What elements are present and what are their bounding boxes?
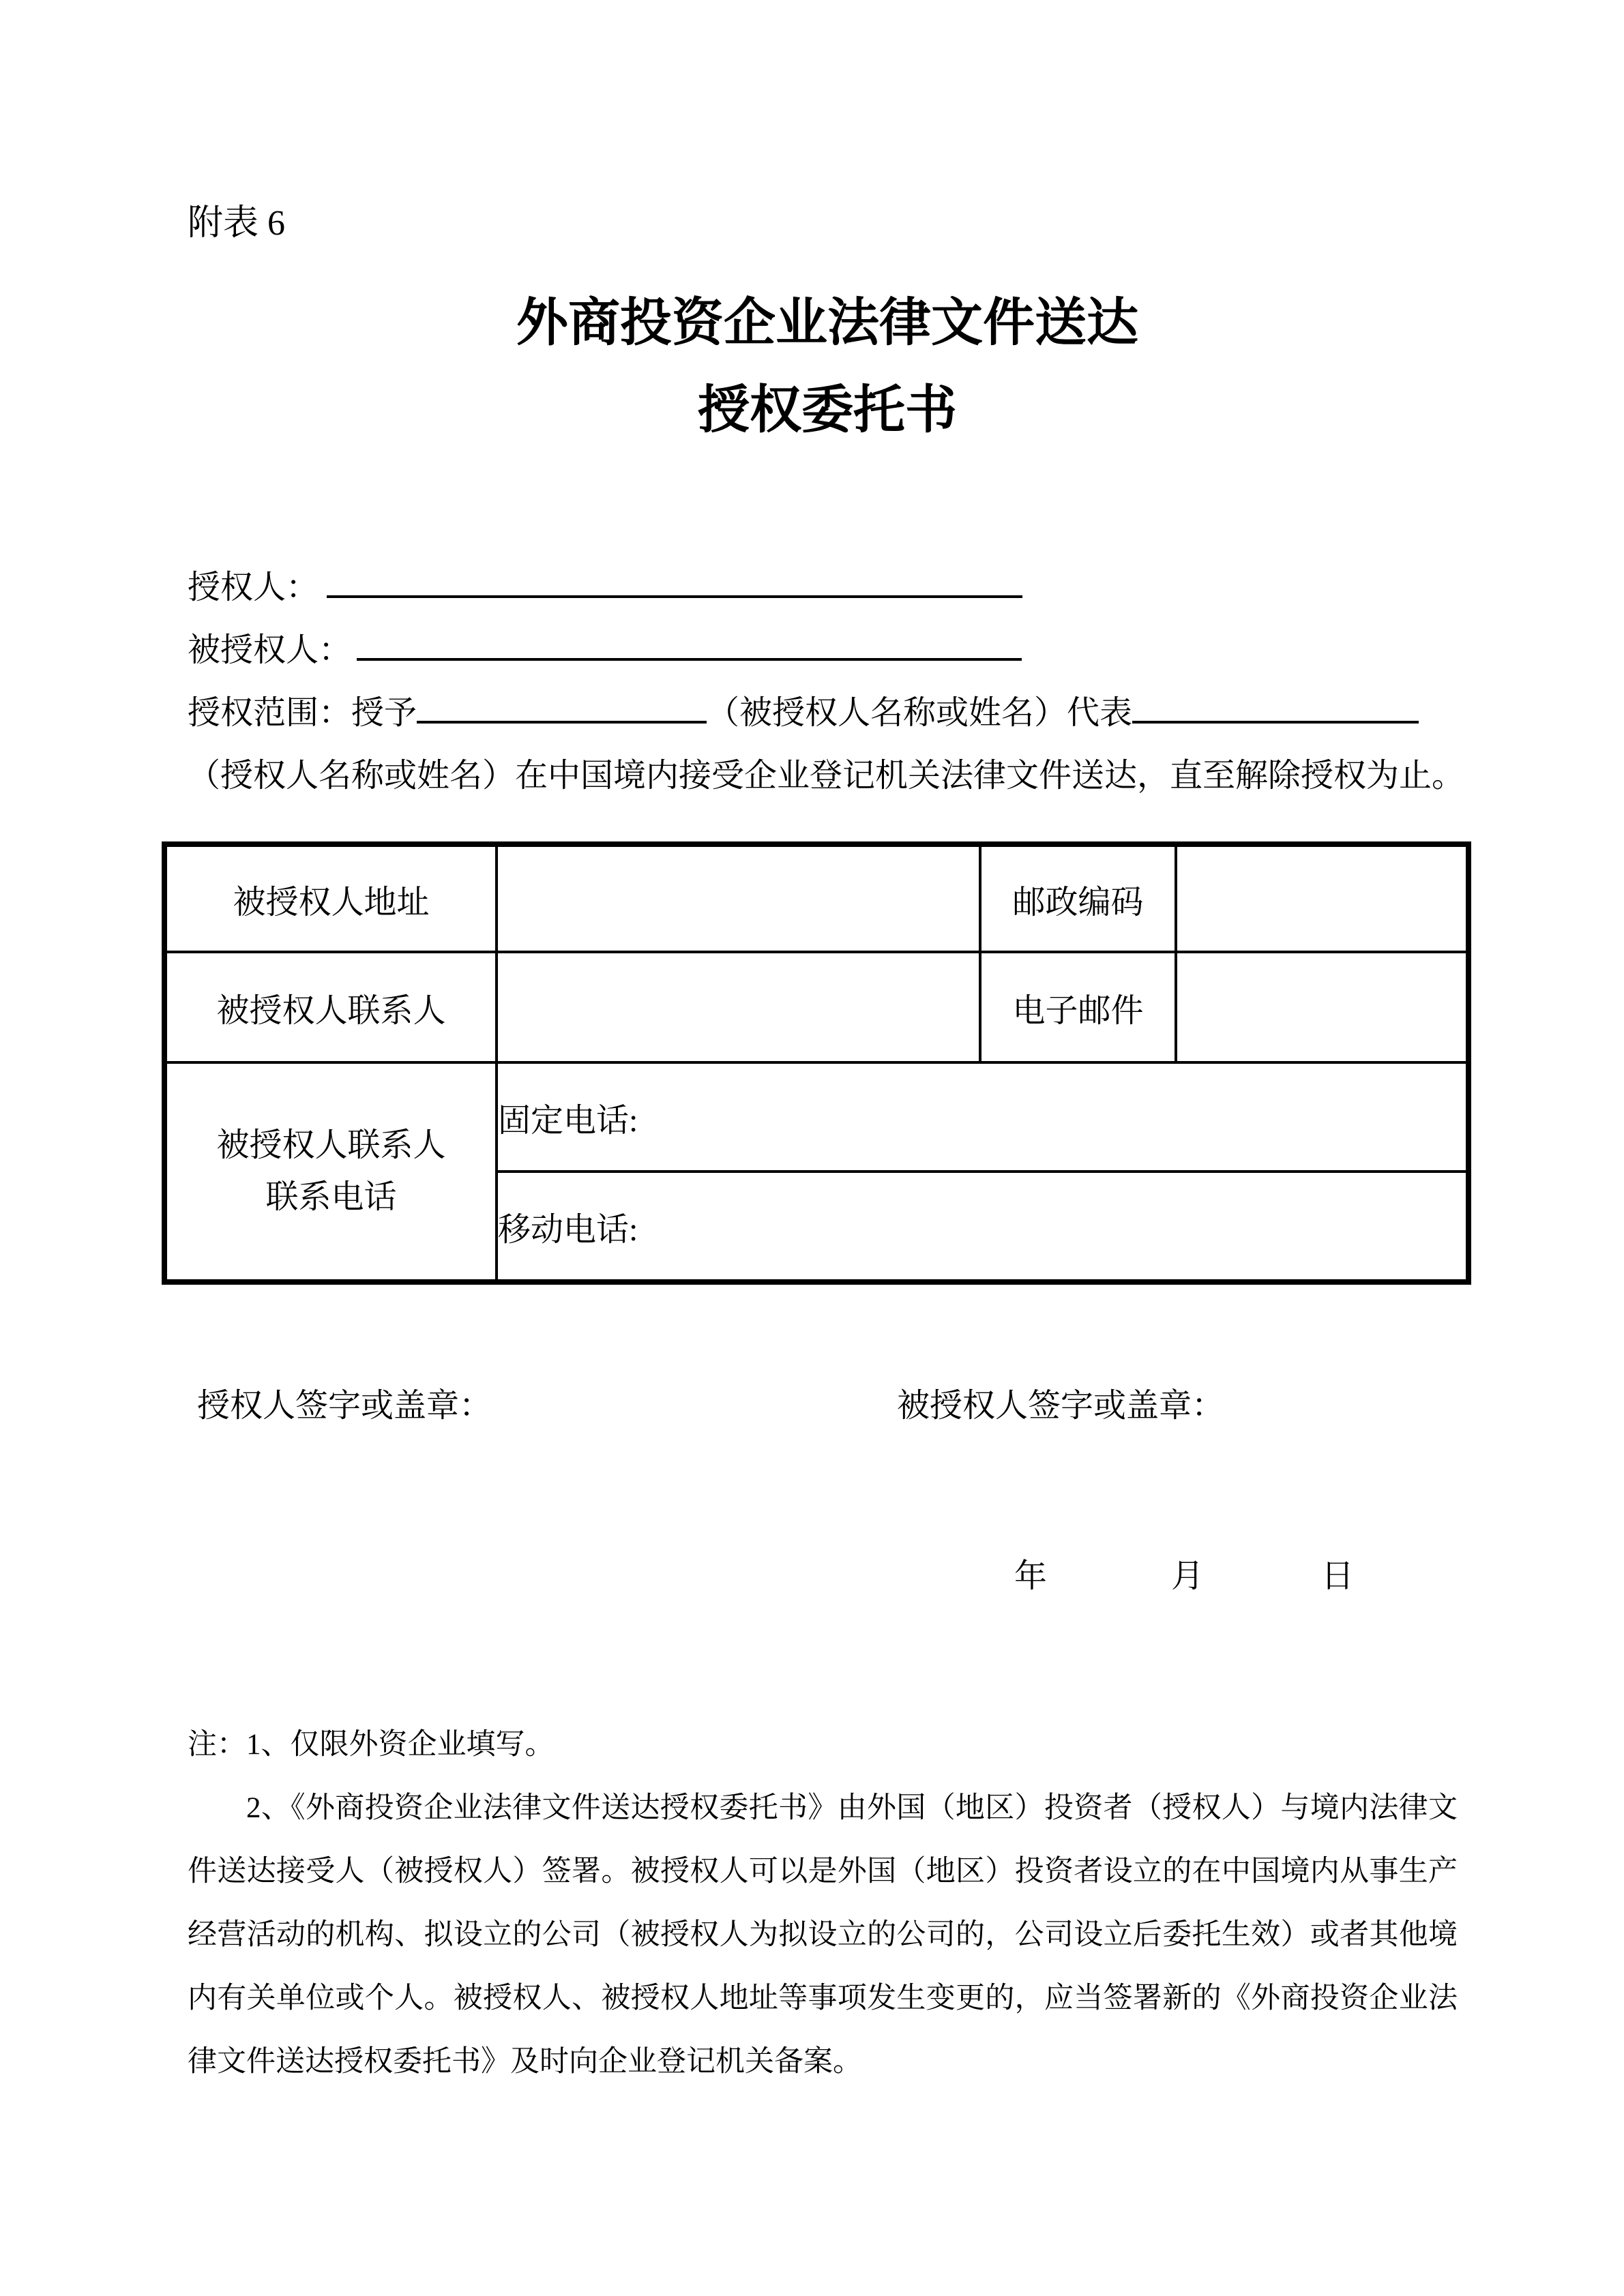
notes-section [188, 1713, 1458, 2093]
grantee-contact-label: 被授权人联系人 [164, 952, 497, 1062]
date-row [188, 1556, 1467, 1597]
table-row [164, 952, 1468, 1062]
grantee-contact-value-cell[interactable] [497, 952, 980, 1062]
scope-continuation-line [188, 745, 1467, 807]
grantee-info-table [162, 841, 1471, 1285]
note-1: 注：1、仅限外资企业填写。 [188, 1729, 555, 1761]
grantee-field-line [188, 619, 1467, 682]
grantor-field-label: 授权人： [188, 569, 319, 606]
fixed-phone-label: 固定电话: [498, 1102, 638, 1139]
mobile-phone-label: 移动电话: [498, 1211, 638, 1248]
contact-phone-label [164, 1062, 497, 1282]
grantee-signature-label: 被授权人签字或盖章： [897, 1388, 1225, 1424]
scope-field-label: 授权范围：授予 [188, 695, 417, 731]
date-month-label: 月 [1171, 1558, 1205, 1594]
postal-code-label: 邮政编码 [980, 844, 1176, 952]
grantee-field-blank[interactable] [357, 623, 1022, 661]
grantor-signature-label: 授权人签字或盖章： [197, 1388, 492, 1424]
document-title-line1: 外商投资企业法律文件送达 [516, 295, 1138, 352]
scope-blank-1[interactable] [417, 685, 707, 724]
document-title [188, 280, 1467, 454]
grantor-field-line [188, 556, 1467, 619]
table-row [164, 844, 1468, 952]
contact-phone-label-line1: 被授权人联系人 [216, 1127, 446, 1163]
fixed-phone-cell[interactable] [497, 1062, 1468, 1172]
contact-phone-label-line2: 联系电话 [265, 1179, 397, 1215]
document-title-line2: 授权委托书 [698, 382, 957, 439]
scope-field-line [188, 682, 1467, 745]
grantee-address-value-cell[interactable] [497, 844, 980, 952]
fill-in-fields [188, 556, 1467, 807]
grantor-field-blank[interactable] [327, 560, 1022, 598]
postal-code-value-cell[interactable] [1176, 844, 1468, 952]
grantee-address-label: 被授权人地址 [164, 844, 497, 952]
attachment-label: 附表 6 [188, 204, 286, 243]
signature-row [188, 1386, 1467, 1427]
note-2: 2、《外商投资企业法律文件送达授权委托书》由外国（地区）投资者（授权人）与境内法律文件送达接受人（被授权人）签署。被授权人可以是外国（地区）投资者设立的在中国境内从事生产经营活动的机构、拟设立的公司（被授权人为拟设立的公司的，公司设立后委托生效）或者其他境内有关单位或个人。被授权人、被授权人地址等事项发生变更的，应当签署新的《外商投资企业法律文件送达授权委托书》及时向企业登记机关备案。 [188, 1792, 1458, 2078]
date-day-label: 日 [1321, 1558, 1355, 1594]
date-year-label: 年 [1014, 1558, 1048, 1594]
mobile-phone-cell[interactable] [497, 1172, 1468, 1282]
email-value-cell[interactable] [1176, 952, 1468, 1062]
scope-blank-2[interactable] [1132, 685, 1419, 724]
grantee-field-label: 被授权人： [188, 632, 352, 668]
email-label: 电子邮件 [980, 952, 1176, 1062]
scope-middle-label: （被授权人名称或姓名）代表 [707, 695, 1133, 731]
table-row [164, 1062, 1468, 1172]
scope-continuation-text: （授权人名称或姓名）在中国境内接受企业登记机关法律文件送达，直至解除授权为止。 [188, 758, 1465, 794]
